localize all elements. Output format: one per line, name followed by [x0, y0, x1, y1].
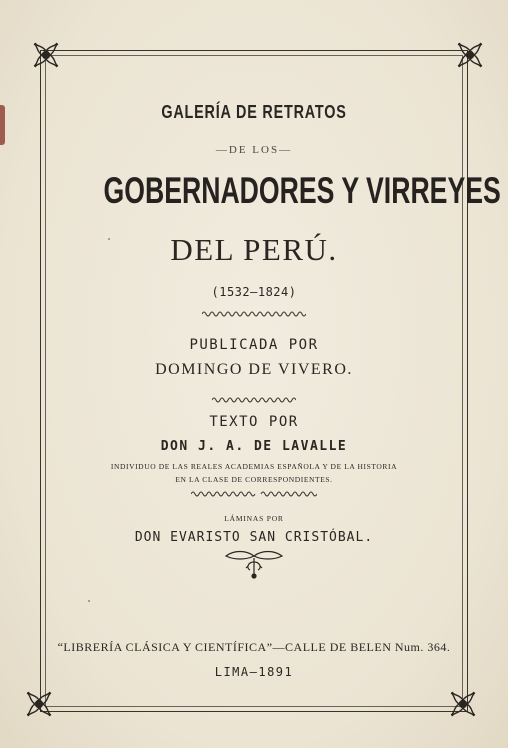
title-country: DEL PERÚ.: [170, 232, 338, 267]
wavy-rule-icon: [45, 396, 463, 404]
floral-corner-ornament-icon: [31, 40, 61, 70]
plates-label: LÁMINAS POR: [224, 514, 284, 523]
wavy-rule-icon: [45, 310, 463, 318]
title-gallery: GALERÍA DE RETRATOS: [161, 102, 347, 122]
author-description-line-2: EN LA CLASE DE CORRESPONDIENTES.: [175, 475, 333, 484]
author-name: DON J. A. DE LAVALLE: [160, 439, 348, 454]
bookshop-address: “LIBRERÍA CLÁSICA Y CIENTÍFICA”—CALLE DE BELEN Num. 364.: [57, 640, 451, 654]
title-connector: —DE LOS—: [215, 144, 293, 156]
floral-corner-ornament-icon: [24, 689, 54, 719]
floral-corner-ornament-icon: [455, 40, 485, 70]
paper-speck: [88, 600, 90, 602]
fleuron-ornament-icon: [220, 548, 288, 580]
illustrator-name: DON EVARISTO SAN CRISTÓBAL.: [134, 530, 374, 545]
author-description-line-1: INDIVIDUO DE LAS REALES ACADEMIAS ESPAÑOLA Y DE LA HISTORIA: [110, 462, 398, 471]
title-main: GOBERNADORES Y VIRREYES: [103, 170, 501, 211]
paper-speck: [108, 238, 110, 240]
publisher-name: DOMINGO DE VIVERO.: [155, 361, 353, 378]
wavy-rule-icon: [45, 490, 463, 498]
publisher-label: PUBLICADA POR: [189, 337, 319, 353]
title-years: (1532–1824): [211, 285, 297, 299]
text-label: TEXTO POR: [209, 414, 299, 430]
imprint: LIMA—1891: [214, 665, 294, 679]
floral-corner-ornament-icon: [448, 689, 478, 719]
binding-mark: [0, 105, 5, 145]
